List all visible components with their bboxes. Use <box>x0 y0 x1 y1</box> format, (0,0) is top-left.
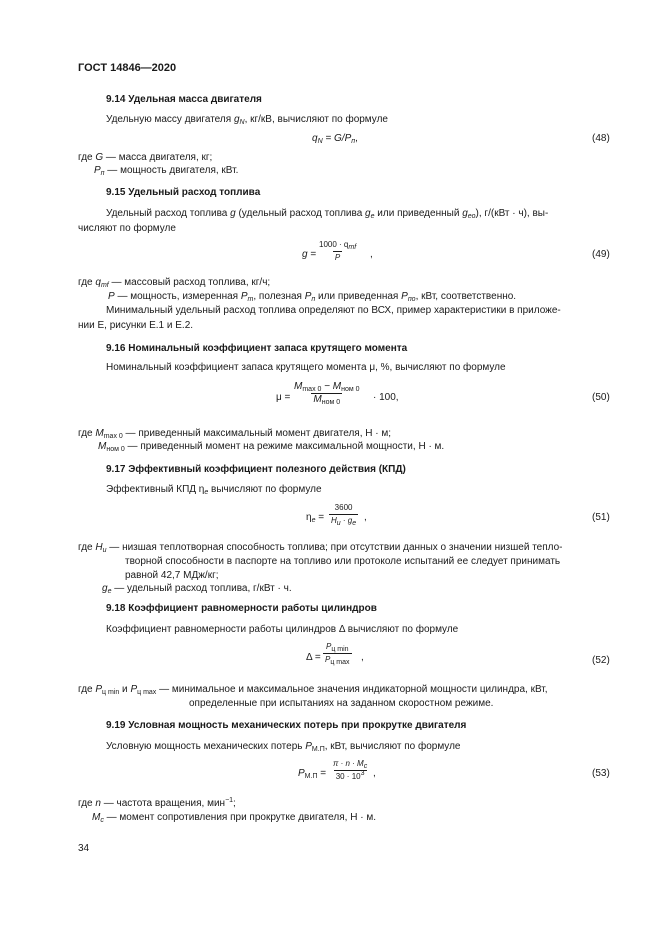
formula-50-fraction: $M_{max 0} - M_{ном 0}$ $M_{ном 0}$ <box>294 381 360 406</box>
where-line: $M_c$ — момент сопротивления при прокрутке двигателя, Н · м. <box>92 812 376 824</box>
where-line: $M_{ном 0}$ — приведенный момент на режиме максимальной мощности, Н · м. <box>98 441 445 453</box>
section-heading-9-16: 9.16 Номинальный коэффициент запаса крутящего момента <box>106 343 408 354</box>
where-line: где $P_{ц min}$ и $P_{ц max}$ — минимальное и максимальное значения индикаторной мощности цилиндра, кВт, <box>78 684 548 696</box>
note-line: Минимальный удельный расход топлива определяют по ВСХ, пример характеристики в приложе- <box>106 305 561 316</box>
formula-53-fraction: $\frac{\pi \cdot n \cdot M_c}{30 \cdot 10^3}$ <box>333 759 368 781</box>
section-heading-9-15: 9.15 Удельный расход топлива <box>106 187 261 198</box>
formula-49-fraction: $1000 \cdot q_{mf}$ P <box>319 240 357 262</box>
formula-48: $q_N = G/P_п$, <box>312 133 358 145</box>
formula-49-lhs: g = <box>302 249 317 260</box>
formula-52-lhs: Δ = <box>306 652 321 663</box>
formula-49-end: , <box>370 249 373 260</box>
where-line: $P_п$ — мощность двигателя, кВт. <box>94 165 239 177</box>
section-9-17-intro: Эффективный КПД $\eta_e$ вычисляют по формуле <box>106 484 322 496</box>
section-9-18-intro: Коэффициент равномерности работы цилиндров Δ вычисляют по формуле <box>106 624 459 635</box>
formula-51-end: , <box>364 512 367 523</box>
where-line: $g_e$ — удельный расход топлива, г/кВт · ч. <box>102 583 292 595</box>
section-9-15-intro: Удельный расход топлива g (удельный расход топлива $g_e$ или приведенный $g_{eo}$), г/(кВт · ч), вы- <box>106 208 549 220</box>
formula-52-fraction: $P_{ц min}$ $P_{ц max}$ <box>325 642 350 666</box>
equation-number-48: (48) <box>592 133 610 144</box>
page-header: ГОСТ 14846—2020 <box>78 62 177 74</box>
formula-50-end: · 100, <box>373 392 399 403</box>
section-9-15-intro-cont: числяют по формуле <box>78 223 176 234</box>
section-heading-9-18: 9.18 Коэффициент равномерности работы цилиндров <box>106 603 377 614</box>
where-line: P — мощность, измеренная $P_m$, полезная $P_п$ или приведенная $P_{по}$, кВт, соответственно. <box>108 291 517 303</box>
where-line-cont: равной 42,7 МДж/кг; <box>125 570 219 581</box>
section-9-14-intro: Удельную массу двигателя $g_N$, кг/кВ, вычисляют по формуле <box>106 114 388 126</box>
where-line: где G — масса двигателя, кг; <box>78 152 213 163</box>
where-line: где $q_{mf}$ — массовый расход топлива, кг/ч; <box>78 277 271 289</box>
formula-51-lhs: $\eta_e$ = <box>306 512 325 524</box>
section-heading-9-14: 9.14 Удельная масса двигателя <box>106 94 262 105</box>
formula-50-lhs: μ = <box>276 392 291 403</box>
equation-number-52: (52) <box>592 655 610 666</box>
formula-51-fraction: $\frac{3600}{H_u \cdot g_e}$ <box>331 503 357 527</box>
equation-number-49: (49) <box>592 249 610 260</box>
section-heading-9-19: 9.19 Условная мощность механических потерь при прокрутке двигателя <box>106 720 467 731</box>
where-line: где $H_u$ — низшая теплотворная способность топлива; при отсутствии данных о значении низшей тепло- <box>78 542 563 554</box>
equation-number-51: (51) <box>592 512 610 523</box>
formula-53-lhs: $P_{М.П}$ = <box>298 768 327 780</box>
formula-52-end: , <box>361 652 364 663</box>
section-9-19-intro: Условную мощность механических потерь $P_{М.П}$, кВт, вычисляют по формуле <box>106 741 461 753</box>
where-line: где $M_{max 0}$ — приведенный максимальный момент двигателя, Н · м; <box>78 428 392 440</box>
formula-53-end: , <box>373 768 376 779</box>
equation-number-50: (50) <box>592 392 610 403</box>
equation-number-53: (53) <box>592 768 610 779</box>
where-line-cont: творной способности в паспорте на топливо или протоколе испытаний ее следует принимать <box>125 556 561 567</box>
page-number: 34 <box>78 843 90 854</box>
where-line-cont: определенные при испытаниях на заданном скоростном режиме. <box>189 698 494 709</box>
note-line: нии Е, рисунки Е.1 и Е.2. <box>78 320 194 331</box>
section-9-16-intro: Номинальный коэффициент запаса крутящего момента μ, %, вычисляют по формуле <box>106 362 506 373</box>
section-heading-9-17: 9.17 Эффективный коэффициент полезного действия (КПД) <box>106 464 406 475</box>
where-line: где n — частота вращения, мин$^{-1}$; <box>78 797 236 809</box>
